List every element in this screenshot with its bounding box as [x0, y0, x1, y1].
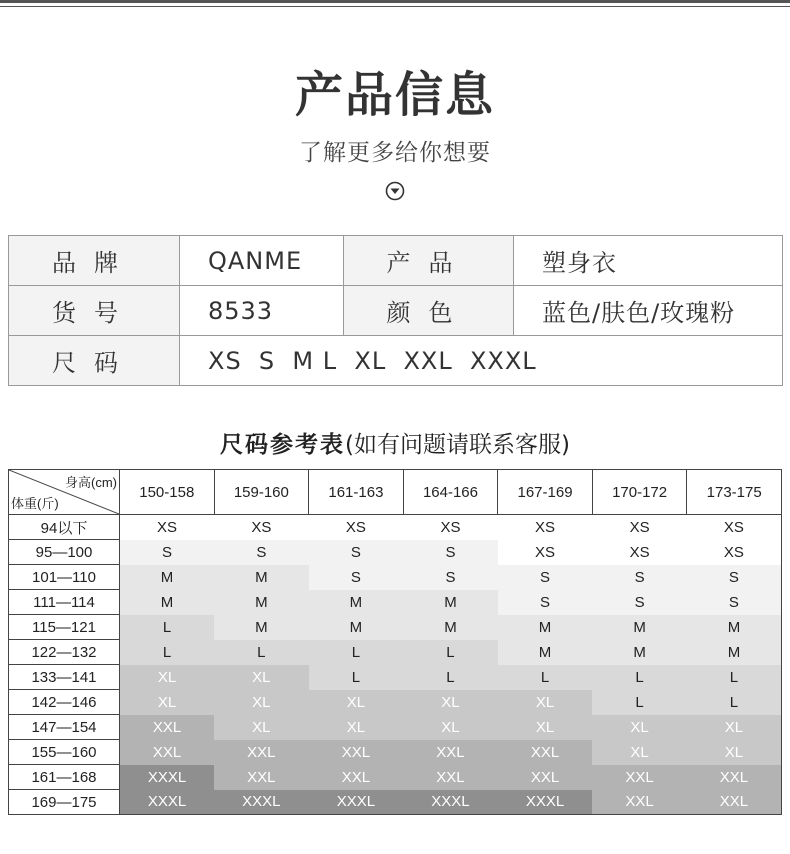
- size-cell: L: [120, 615, 215, 640]
- corner-height-label: 身高(cm): [65, 475, 117, 490]
- size-cell: XXL: [592, 790, 687, 815]
- size-chart-heading: [0, 426, 790, 459]
- size-cell: XS: [309, 515, 404, 540]
- weight-cell: 147—154: [9, 715, 120, 740]
- weight-cell: 95—100: [9, 540, 120, 565]
- size-cell: XL: [592, 715, 687, 740]
- size-cell: XXL: [498, 740, 593, 765]
- size-cell: M: [120, 590, 215, 615]
- page-subtitle: 了解更多给你想要: [299, 140, 491, 166]
- chevron-down-circle-icon: [385, 181, 405, 201]
- corner-weight-label: 体重(斤): [11, 496, 59, 511]
- size-row: [9, 515, 782, 540]
- size-cell: M: [592, 640, 687, 665]
- size-cell: XS: [592, 540, 687, 565]
- weight-cell: 115—121: [9, 615, 120, 640]
- weight-cell: 122—132: [9, 640, 120, 665]
- size-cell: L: [214, 640, 309, 665]
- size-cell: L: [498, 665, 593, 690]
- height-header: 150-158: [120, 470, 215, 515]
- height-header: 164-166: [403, 470, 498, 515]
- size-cell: XL: [687, 740, 782, 765]
- size-cell: M: [214, 590, 309, 615]
- size-cell: S: [309, 565, 404, 590]
- brand-value: QANME: [180, 236, 344, 286]
- size-cell: XS: [687, 540, 782, 565]
- size-cell: XL: [214, 665, 309, 690]
- size-chart-header-row: [9, 470, 782, 515]
- size-row: [9, 740, 782, 765]
- size-cell: XL: [498, 715, 593, 740]
- size-cell: M: [498, 615, 593, 640]
- height-header: 173-175: [687, 470, 782, 515]
- top-border: [0, 0, 790, 3]
- weight-cell: 142—146: [9, 690, 120, 715]
- size-cell: XXXL: [120, 765, 215, 790]
- size-cell: XL: [687, 715, 782, 740]
- size-cell: XL: [592, 740, 687, 765]
- height-header: 161-163: [309, 470, 404, 515]
- size-cell: XL: [309, 690, 404, 715]
- size-cell: XXXL: [403, 790, 498, 815]
- size-cell: XS: [687, 515, 782, 540]
- size-cell: XXXL: [309, 790, 404, 815]
- size-cell: M: [687, 640, 782, 665]
- weight-cell: 111—114: [9, 590, 120, 615]
- size-cell: L: [403, 640, 498, 665]
- size-cell: XS: [592, 515, 687, 540]
- size-cell: XXXL: [214, 790, 309, 815]
- size-cell: XXL: [403, 765, 498, 790]
- size-cell: XL: [214, 715, 309, 740]
- size-cell: XS: [120, 515, 215, 540]
- weight-cell: 101—110: [9, 565, 120, 590]
- size-cell: M: [592, 615, 687, 640]
- size-cell: XL: [214, 690, 309, 715]
- weight-cell: 133—141: [9, 665, 120, 690]
- size-cell: M: [687, 615, 782, 640]
- info-row-size: [9, 336, 783, 386]
- size-cell: XXL: [687, 790, 782, 815]
- height-header: 159-160: [214, 470, 309, 515]
- size-cell: XS: [403, 515, 498, 540]
- size-cell: XL: [403, 715, 498, 740]
- product-info-table: [8, 235, 783, 386]
- info-row-sku: [9, 286, 783, 336]
- size-cell: M: [498, 640, 593, 665]
- size-cell: XXL: [687, 765, 782, 790]
- size-row: [9, 565, 782, 590]
- size-cell: XL: [120, 665, 215, 690]
- size-cell: XL: [498, 690, 593, 715]
- size-cell: S: [498, 565, 593, 590]
- size-cell: L: [403, 665, 498, 690]
- sku-label: 货号: [9, 286, 180, 336]
- size-cell: L: [309, 640, 404, 665]
- size-cell: XS: [214, 515, 309, 540]
- color-label: 颜色: [344, 286, 514, 336]
- size-cell: L: [687, 665, 782, 690]
- size-cell: XXXL: [498, 790, 593, 815]
- size-value-text: XS S M L XL XXL XXXL: [208, 346, 537, 375]
- product-value: 塑身衣: [514, 236, 783, 286]
- size-row: [9, 715, 782, 740]
- size-cell: XXL: [120, 740, 215, 765]
- size-cell: L: [687, 690, 782, 715]
- size-cell: XS: [498, 515, 593, 540]
- size-cell: S: [309, 540, 404, 565]
- size-cell: M: [214, 565, 309, 590]
- size-cell: XL: [309, 715, 404, 740]
- size-cell: S: [403, 565, 498, 590]
- size-value: [180, 336, 783, 386]
- info-row-brand: [9, 236, 783, 286]
- size-cell: M: [214, 615, 309, 640]
- weight-cell: 94以下: [9, 515, 120, 540]
- weight-cell: 161—168: [9, 765, 120, 790]
- size-cell: XS: [498, 540, 593, 565]
- size-chart-note: (如有问题请联系客服): [345, 432, 570, 458]
- size-cell: XXL: [498, 765, 593, 790]
- size-cell: S: [592, 565, 687, 590]
- top-border-thin: [0, 6, 790, 7]
- size-cell: L: [592, 665, 687, 690]
- size-cell: S: [214, 540, 309, 565]
- color-value: 蓝色/肤色/玫瑰粉: [514, 286, 783, 336]
- size-row: [9, 590, 782, 615]
- size-row: [9, 640, 782, 665]
- size-cell: XXL: [403, 740, 498, 765]
- height-header: 170-172: [592, 470, 687, 515]
- size-cell: XXL: [309, 765, 404, 790]
- size-cell: M: [309, 590, 404, 615]
- size-chart-table: [8, 469, 782, 815]
- size-cell: XL: [403, 690, 498, 715]
- size-cell: M: [403, 590, 498, 615]
- size-cell: L: [120, 640, 215, 665]
- size-row: [9, 665, 782, 690]
- size-row: [9, 790, 782, 815]
- weight-cell: 169—175: [9, 790, 120, 815]
- size-cell: S: [687, 565, 782, 590]
- size-cell: M: [403, 615, 498, 640]
- sku-value: 8533: [180, 286, 344, 336]
- size-row: [9, 540, 782, 565]
- size-cell: M: [309, 615, 404, 640]
- size-row: [9, 765, 782, 790]
- size-cell: XXL: [214, 740, 309, 765]
- size-cell: XXL: [214, 765, 309, 790]
- size-cell: XXL: [309, 740, 404, 765]
- size-cell: XXL: [120, 715, 215, 740]
- size-cell: S: [687, 590, 782, 615]
- product-label: 产品: [344, 236, 514, 286]
- size-row: [9, 615, 782, 640]
- size-cell: M: [120, 565, 215, 590]
- weight-cell: 155—160: [9, 740, 120, 765]
- size-cell: XXL: [592, 765, 687, 790]
- size-cell: S: [592, 590, 687, 615]
- size-chart-corner: [9, 470, 120, 515]
- size-cell: L: [592, 690, 687, 715]
- size-label: 尺码: [9, 336, 180, 386]
- size-cell: XXXL: [120, 790, 215, 815]
- page-title: 产品信息: [294, 67, 495, 123]
- size-cell: S: [120, 540, 215, 565]
- size-cell: S: [403, 540, 498, 565]
- size-chart-title: 尺码参考表: [220, 432, 346, 458]
- size-row: [9, 690, 782, 715]
- height-header: 167-169: [498, 470, 593, 515]
- size-cell: XL: [120, 690, 215, 715]
- size-cell: L: [309, 665, 404, 690]
- brand-label: 品牌: [9, 236, 180, 286]
- size-cell: S: [498, 590, 593, 615]
